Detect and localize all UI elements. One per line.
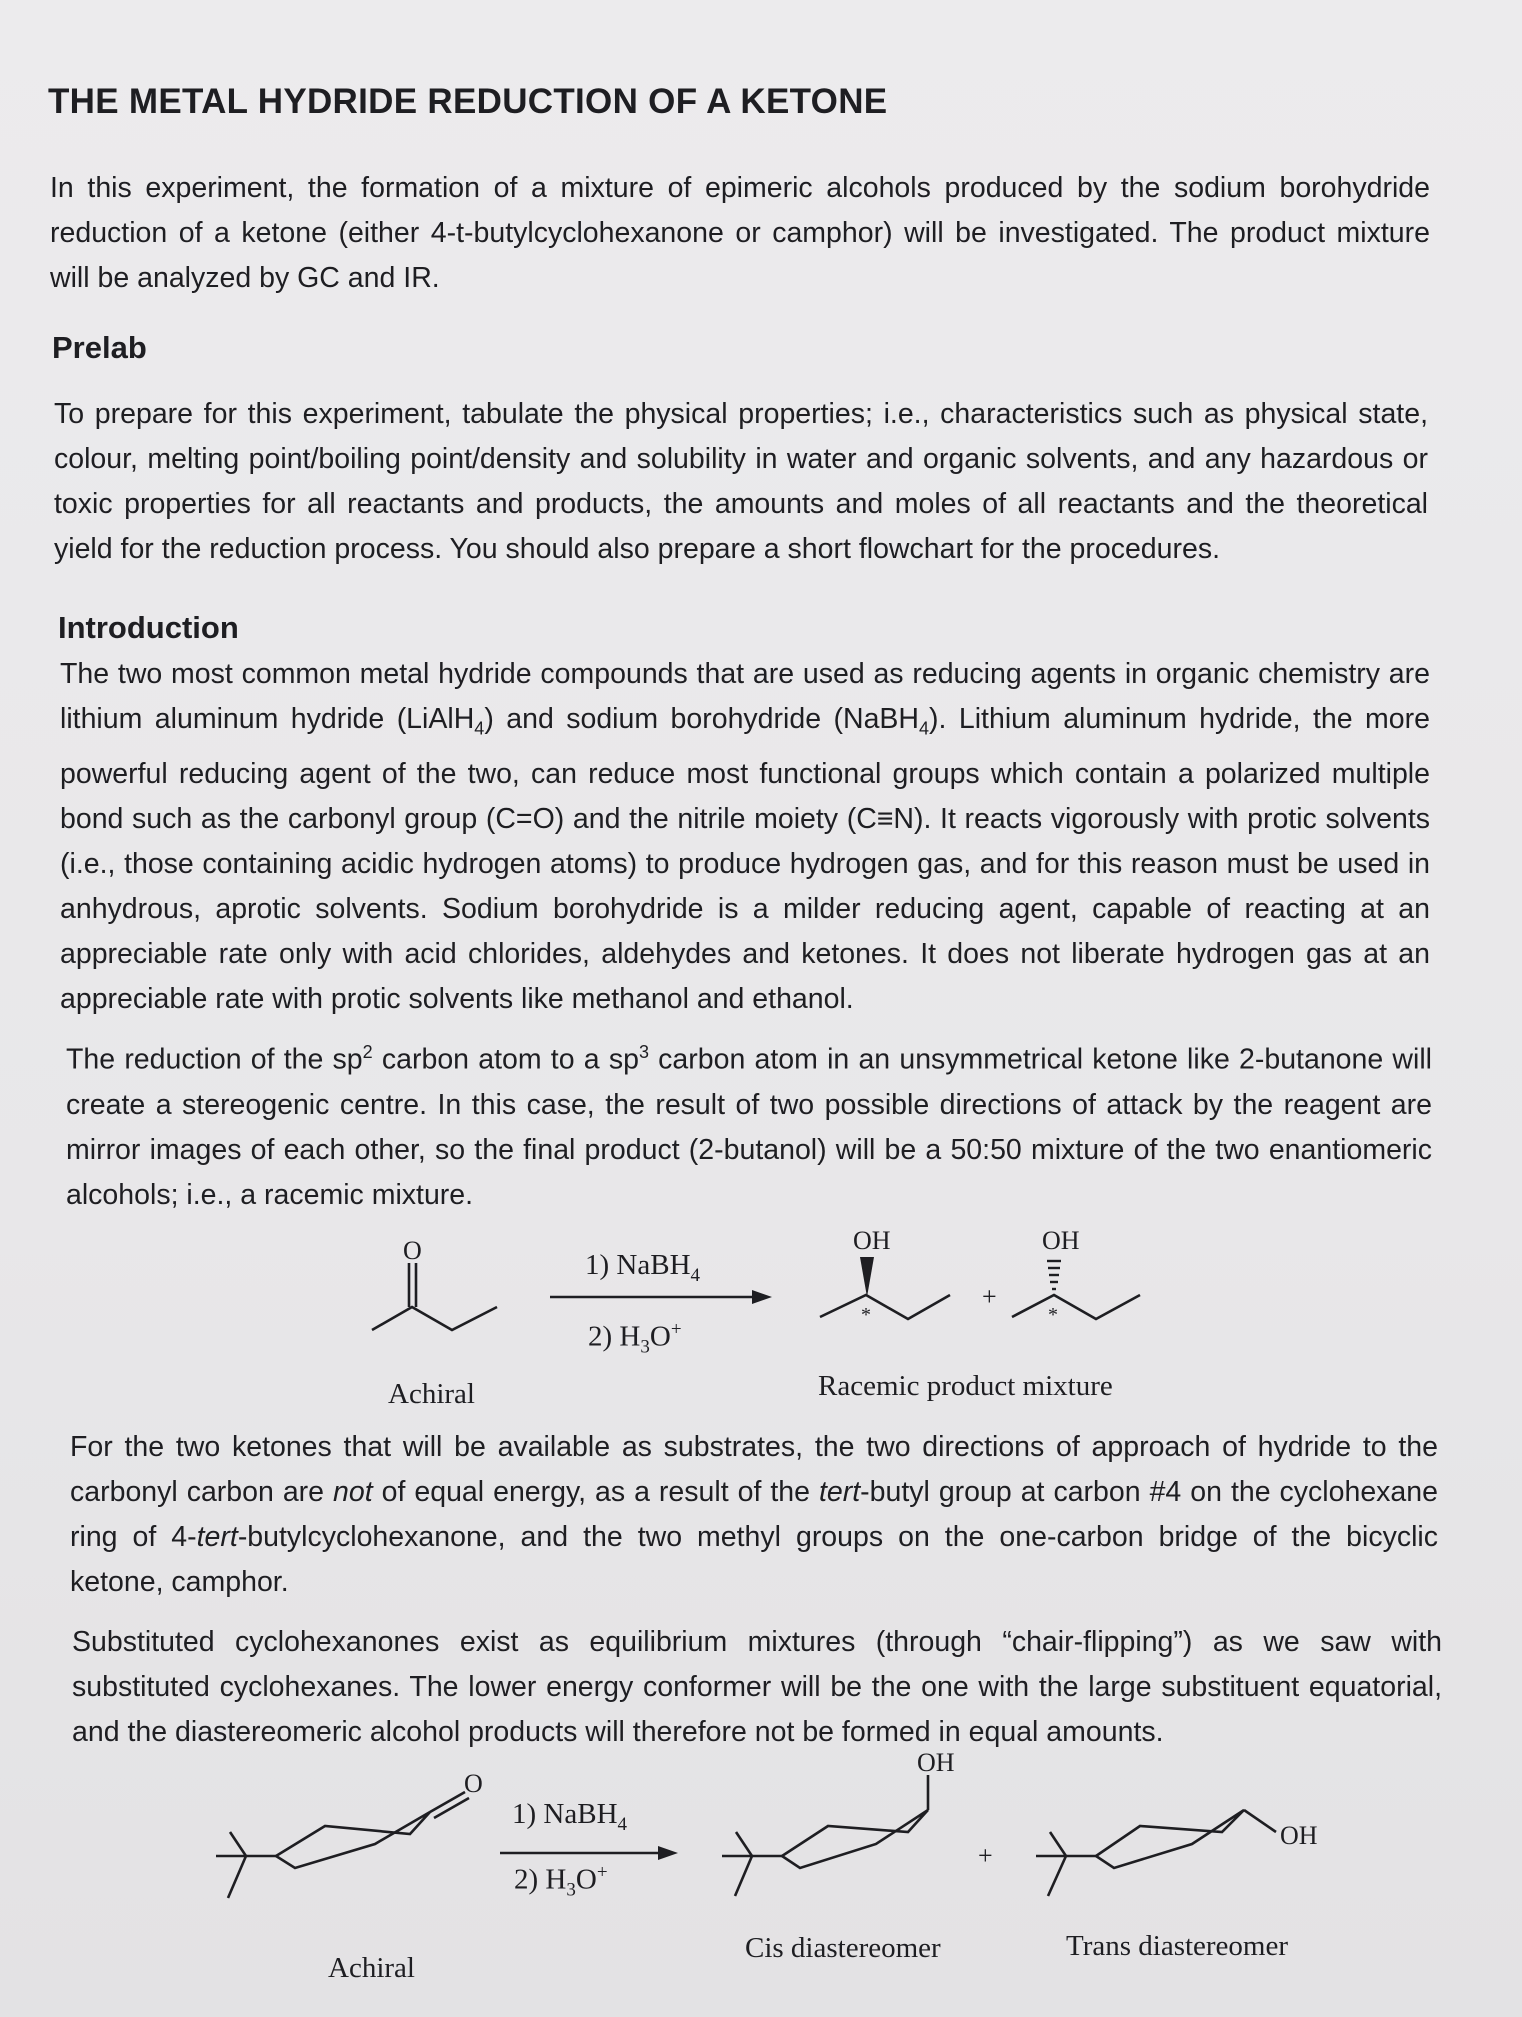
- cyclohexanone-ring: [276, 1812, 430, 1868]
- para3-emphasis-tert-2: tert: [196, 1521, 238, 1553]
- intro-p1-text-a: The two most common metal hydride compounds that are used as reducing agents in organic chemistry are lithium aluminum hydride (LiAlH: [60, 658, 1430, 735]
- introduction-paragraph-2: [66, 1030, 1432, 1218]
- product-2-chain: [1012, 1295, 1140, 1319]
- intro-p1-text-b: ) and sodium borohydride (NaBH: [484, 703, 920, 735]
- intro-p2-text-c: carbon atom in an unsymmetrical ketone like 2-butanone will create a stereogenic centre. In this case, the result of two possible directions of attack by the reagent are mirror images of each other, so the final product (2-butanol) will be a 50:50 mixture of the two enantiomeric alcohols; i.e., a racemic mixture.: [66, 1043, 1433, 1211]
- ketone-structure: [216, 1792, 469, 1898]
- cis-tbutyl-upper-bond: [736, 1832, 752, 1856]
- scheme2-trans-label: Trans diastereomer: [1066, 1930, 1289, 1962]
- butanone-structure: [372, 1263, 497, 1330]
- para3-text-c: -butyl group at carbon #4 on the cyclohexane ring of 4-: [70, 1476, 1438, 1553]
- scheme1-racemic-label: Racemic product mixture: [818, 1370, 1113, 1402]
- cis-alcohol-structure: [722, 1775, 928, 1896]
- cis-ring: [782, 1810, 928, 1868]
- plus-sign-2: +: [978, 1841, 993, 1870]
- scheme1-reagent-step-2: [588, 1319, 682, 1358]
- butanone-chain: [372, 1307, 497, 1330]
- scheme2-reagent-2-oxygen: O: [575, 1863, 597, 1896]
- scheme1-reagent-2-oxygen: O: [649, 1320, 671, 1353]
- intro-paragraph: In this experiment, the formation of a mixture of epimeric alcohols produced by the sodium borohydride reduction of a ketone (either 4-t-butylcyclohexanone or camphor) will be investigated. The product mixture will be analyzed by GC and IR.: [50, 172, 1430, 294]
- scheme1-reagent-2-subscript: 3: [640, 1336, 650, 1358]
- scheme2-achiral-label: Achiral: [328, 1952, 415, 1984]
- para3-text-b: of equal energy, as a result of the: [372, 1476, 819, 1508]
- para3-emphasis-not: not: [333, 1476, 373, 1508]
- substrates-paragraph: [70, 1425, 1438, 1605]
- stereocentre-star-2: *: [1048, 1304, 1058, 1326]
- stereocentre-star-1: *: [861, 1304, 871, 1326]
- trans-ring: [1096, 1810, 1244, 1868]
- para3-text-a: For the two ketones that will be available as substrates, the two directions of approach of hydride to the carbonyl carbon are: [70, 1431, 1438, 1508]
- scheme2-reagent-1-text: 1) NaBH: [512, 1798, 618, 1830]
- cyclohexanone-paragraph: Substituted cyclohexanones exist as equilibrium mixtures (through “chair-flipping”) as we saw with substituted cyclohexanes. The lower energy conformer will be the one with the large substituent equatorial, and the diastereomeric alcohol products will therefore not be formed in equal amounts.: [72, 1626, 1442, 1748]
- plus-sign-1: +: [982, 1282, 997, 1311]
- scheme2-reagent-2-subscript: 3: [566, 1879, 576, 1901]
- scheme2-reagent-2-superscript: +: [596, 1862, 608, 1883]
- nabh4-subscript: 4: [919, 718, 930, 739]
- carbonyl-oxygen-label: O: [403, 1236, 422, 1265]
- arrow-head-1: [752, 1290, 772, 1304]
- scheme2-reagent-2-text: 2) H: [514, 1863, 567, 1896]
- scheme1-reagent-2-text: 2) H: [588, 1320, 641, 1353]
- scheme1-reagent-1-subscript: 4: [690, 1264, 701, 1286]
- wedge-bond: [860, 1257, 874, 1297]
- page-title: THE METAL HYDRIDE REDUCTION OF A KETONE: [48, 82, 888, 121]
- para3-emphasis-tert-1: tert: [818, 1476, 861, 1508]
- scheme2-reagent-step-1: [512, 1798, 627, 1836]
- scheme1-reagent-1-text: 1) NaBH: [585, 1249, 691, 1281]
- intro-p2-text-b: carbon atom to a sp: [372, 1043, 639, 1076]
- ketone-oxygen-label: O: [464, 1769, 483, 1798]
- prelab-paragraph: To prepare for this experiment, tabulate the physical properties; i.e., characteristics such as physical state, colour, melting point/boiling point/density and solubility in water and organic solvents, and any hazardous or toxic properties for all reactants and products, the amounts and moles of all reactants and the theoretical yield for the reduction process. You should also prepare a short flowchart for the procedures.: [54, 398, 1428, 565]
- trans-tbutyl-lower-bond: [1048, 1856, 1066, 1896]
- product-wedge-structure: [820, 1295, 950, 1319]
- scheme2-reagent-1-subscript: 4: [617, 1813, 628, 1835]
- intro-p1-text-c: ). Lithium aluminum hydride, the more powerful reducing agent of the two, can reduce most functional groups which contain a polarized multiple bond such as the carbonyl group (C=O) and the nitrile moiety (C≡N). It reacts vigorously with protic solvents (i.e., those containing acidic hydrogen atoms) to produce hydrogen gas, and for this reason must be used in anhydrous, aprotic solvents. Sodium borohydride is a milder reducing agent, capable of reacting at an appreciable rate only with acid chlorides, aldehydes and ketones. It does not liberate hydrogen gas at an appreciable rate with protic solvents like methanol and ethanol.: [60, 703, 1430, 1015]
- arrow-head-2: [658, 1846, 678, 1860]
- butanone-scheme-drawing: [0, 1215, 1522, 1415]
- butanone-reduction-scheme: [0, 1215, 1522, 1415]
- tbutyl-upper-bond: [230, 1832, 246, 1856]
- scheme1-reagent-step-1: [585, 1249, 700, 1287]
- trans-tbutyl-upper-bond: [1050, 1832, 1066, 1856]
- introduction-heading: Introduction: [58, 610, 239, 645]
- trans-equatorial-oh-bond: [1244, 1810, 1276, 1832]
- trans-alcohol-structure: [1036, 1810, 1276, 1896]
- scheme2-reagent-step-2: [514, 1862, 608, 1901]
- cyclohexanone-scheme-drawing: [0, 1748, 1522, 2010]
- introduction-paragraph-1: [60, 652, 1430, 1022]
- scheme1-achiral-label: Achiral: [388, 1378, 475, 1410]
- product-hash-structure: [1012, 1295, 1140, 1319]
- cyclohexanone-reduction-scheme: [0, 1748, 1522, 2010]
- cis-tbutyl-lower-bond: [735, 1856, 752, 1896]
- product-1-chain: [820, 1295, 950, 1319]
- intro-p2-text-a: The reduction of the sp: [66, 1043, 363, 1076]
- sp2-superscript: 2: [362, 1042, 373, 1062]
- lialh4-subscript: 4: [474, 718, 485, 739]
- para3-text-d: -butylcyclohexanone, and the two methyl groups on the one-carbon bridge of the bicyclic ketone, camphor.: [70, 1521, 1438, 1598]
- sp3-superscript: 3: [638, 1042, 649, 1062]
- scheme2-cis-label: Cis diastereomer: [745, 1932, 941, 1964]
- cis-oh-label: OH: [917, 1748, 955, 1777]
- hashed-bond: [1047, 1261, 1061, 1289]
- oh-label-wedge: OH: [853, 1226, 891, 1255]
- scheme1-reagent-2-superscript: +: [670, 1319, 682, 1340]
- prelab-heading: Prelab: [52, 330, 147, 365]
- trans-oh-label: OH: [1280, 1821, 1318, 1850]
- tbutyl-lower-bond: [228, 1856, 246, 1898]
- oh-label-hashed: OH: [1042, 1226, 1080, 1255]
